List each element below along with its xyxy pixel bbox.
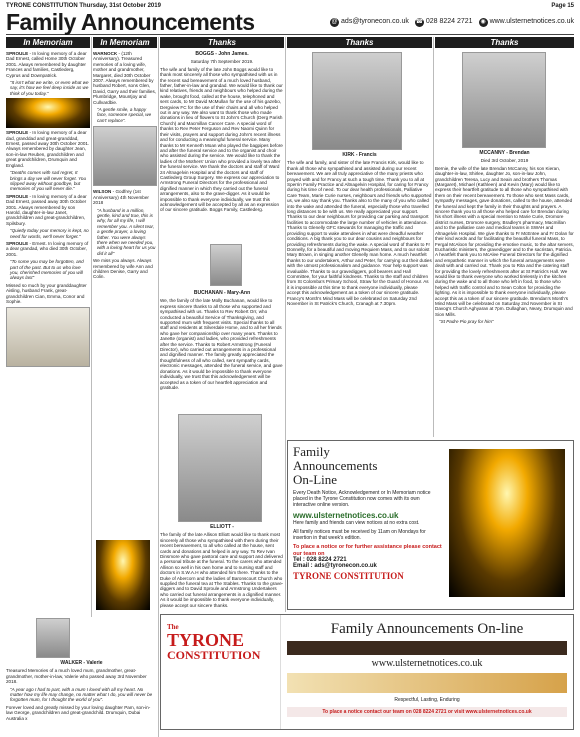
title-row (6, 11, 574, 35)
tyrone-constitution-logo: TYRONE CONSTITUTION (293, 571, 404, 581)
banner-image (287, 673, 567, 693)
kirk-portrait (312, 52, 402, 150)
section-header-thanks-1: Thanks (160, 37, 284, 48)
column-rule (433, 37, 434, 437)
online-notices-ad[interactable]: Family Announcements On-Line Every Death Notice, Acknowledgement or In Memoriam notice placed in the Tyrone Constitution now comes with its own interactive online version. www.ulsternetnotices.co.uk Here family and friends can view notices at no extra cost. All family notices must be received by 11am on Mondays for insertion in that week's edition. To place a notice or for further assistance please contact our team on Tel : 028 8224 2721 Email : ads@tyronecon.co.uk TYRONE CONSTITUTION (287, 440, 574, 610)
buchanan-portrait (210, 244, 242, 286)
notice-name: WARNOCK (93, 51, 118, 56)
notice-name: SPROULE (6, 193, 29, 199)
thanks-kirk: KIRK - Francis The wife and family, and sister of the late Francis Kirk, would like to thank all those who sympathised and assisted during our recent bereavement. We are all truly appreciative of the many priests who prayed with and for Francy at such a tough time. Thank you to all at Sperrin Family Practice and Altnagelvin Hospital, for caring for Francy during his time of need. To our dear health professionals, Palliative Care Team, Marie Curie nurses, neighbours and friends who supported us, we also say thank you. Thanks also to the many of you who called into the wake and attended the funeral, especially those who travelled long distances to be with us. We really appreciated your support. Thanks to our dear neighbours for providing car parking and transport facilities to accommodate the large number of vehicles in attendance. Thanks to Glenelly GFC stewards for managing the traffic and providing support to wake attendees in what were dreadful weather conditions. A big thank you to our dear cousins and neighbours for providing refreshments during the wake. A special word of thanks to Fr Donnelly, for a beautiful and moving Requiem Mass, and to our soloist Mary Brown, in singing another Glenelly man home. A much heartfelt thanks to our undertakers, Arthur and Peter, for carrying out their duties with the utmost professionalism and guidance. Your help support was invaluable. Thanks to our gravediggers, poll bearers and Hall Committee, for your faithful kindness. Thanks to the staff and children from St Colomba's Primary School, Straw for the Guard of Honour. As it is impossible at this time to thank everyone individually, please accept this acknowledgement as a token of our sincere gratitude. Francy's Month's Mind Mass will be celebrated on Saturday 2nd November in St Patrick's Church, Cranagh at 7.30pm. (287, 152, 432, 306)
wilson-portrait (93, 126, 157, 186)
page-number: Page 15 (551, 3, 574, 9)
elliott-portrait (178, 414, 262, 522)
logo-tyrone: TYRONE (167, 630, 245, 650)
banner-cta: To place a notice contact our team on 028 8224 2721 or visit www.ulsternetnotices.co.uk (287, 707, 567, 717)
bible-image (6, 307, 90, 367)
contact-strip (330, 18, 574, 27)
thanks-boggs: BOGGS - John James. Saturday 7th September 2019. The wife and family of the late John Boggs would like to thank most sincerely all those who sympathised with us in the recent sad bereavement of a much loved husband, father, father-in-law and grandad. We would like to thank our kind relatives, friends and neighbours who helped during the wake, brought food, called at the house, telephoned and sent cards, to Mr David McMullan for the use of his gazebo, Dergview FC for the use of their chairs and all who helped out in any way. We also want to thank those who made donations in lieu of flowers to St John's Church (Derg Parish Church) and Macmillan Cancer Care. A special word of thanks to Rev Peter Ferguson and Rev Naomi Quinn for their visits, prayers and support during John's recent illness and for conducting a meaningful funeral service. Many thanks to Mr Kenneth Moan who played the bagpipes before and after the funeral service and to the organist and choir who assisted during the service. We would like to thank the ladies of the Mothers' Union who provided a lovely tea after the funeral service. We thank the doctors and staff of Ward 24 Altnagelvin Hospital and the doctors and staff of Castlederg Group Surgery. We express our appreciation to Armstrong Funeral Directors for the professional and dignified manner in which they carried out the funeral arrangements, also to the grave-digger. As it would be impossible to thank everyone individually, we trust this acknowledgement will be accepted by all as an expression of our sincere gratitude. Boggs Family, Castlederg. (160, 51, 283, 213)
candles-image (449, 449, 565, 597)
logo-constitution: CONSTITUTION (167, 648, 261, 662)
walker-notice: WALKER - Valerie Treasured Memories of a much loved mum, grandmother, great-grandmother, mother-in-law, Valerie who passed away 3rd November 2018. "A year ago I had to part, with a mum I loved with all my heart. No matter how my life may change, no matter what I do, you will never be forgotten mum, for I thought the world of you". Forever loved and greatly missed by your loving daughter Pam, son-in-law George, grandchildren and great-grandchild. Drumquin, Dubai Australia x (6, 660, 153, 721)
thanks-buchanan: BUCHANAN - Mary-Ann We, the family of the late Molly Buchanan, would like to express sincere thanks to all those who supported and sympathised with us. Thanks to Rev Robert Orr, who conducted a beautiful Service of Thanksgiving, and supported mum with frequent visits. Special thanks to all staff and residents at Silverdale Home, and to all her friends who gave her companionship over many years. Thanks to Janette (organist) and ladies, who provided refreshments after the service. Thanks to Robert Armstrong (Funeral Director), who carried out arrangements in a professional and dignified manner. The family greatly appreciated the thoughtfulness of all who called, sent sympathy cards, electronic messages, attended the funeral service, and gave donations. As it would be impossible to thank everyone individually, we trust that this acknowledgement will be accepted as a token of our heartfelt appreciation and gratitude. (160, 290, 283, 390)
candle-image (96, 540, 150, 610)
phone-contact[interactable]: ☎ 028 8224 2721 (415, 18, 473, 25)
bottom-banner-ad[interactable]: The TYRONE CONSTITUTION Family Announcements On-line www.ulsternetnotices.co.uk Respectful, Lasting, Enduring To place a notice contact our team on 028 8224 2721 or visit www.ulsternetnotices.co.uk (160, 614, 574, 730)
website-contact[interactable]: ◉ www.ulsternetnotices.co.uk (480, 18, 574, 25)
section-header-in-memoriam-1: In Memoriam (6, 37, 90, 48)
notice-name: SPROULE (6, 240, 29, 246)
thanks-elliott: ELLIOTT - The family of the late Allison Elliott would like to thank most sincerely all those who sympathised with them during their recent bereavement, to all who called at the house, sent cards and donations and helped in any way. To Rev Ivan Dinsmore who gave pastoral care and support and delivered a personal tribute at the funeral. To the carers who attended Allison so well in his own home and to nursing staff and doctors in S.W.A.H who attended him there. Thanks to the Duke of Abercorn and the ladies of Baronscourt Church who supplied the funeral tea at The Stables. Thanks to the grave-diggers and to David Sproule and Armstrong Undertakers who carried out funeral arrangements in a dignified manner. As it would be impossible to thank everyone individually, please accept our sincere thanks. (160, 524, 284, 608)
banner-rule (287, 641, 567, 655)
banner-title: Family Announcements On-line (330, 621, 524, 637)
notice-name: SPROULE (6, 130, 29, 136)
section-header-thanks-2: Thanks (287, 37, 432, 48)
mccanny-portrait (462, 52, 546, 148)
page-title: Family Announcements (6, 9, 255, 35)
in-memoriam-column-1: SPROULE - In loving memory of a dear Dad Ernest, called Home 30th October 2001. Always remembered by daughter Frances and families, Castlederg, Cyprus and Downpatrick. "It isn't what we write, or even what we say, it's how we feel deep inside as we think of you today." SPROULE - In loving memory of a dear dad, granddad and great-granddad, Ernest, passed away 30th October 2001. Always remembered by daughter Jean, son-in-law Reuben, grandchildren and great grandchildren, Drumquin and England. "Deaths comes with sad regret, It brings a day we will never forget. You slipped away without goodbye, but memories of you will never die." SPROULE - In loving memory of a dear Dad Ernest, passed away 30th October 2001. Always remembered by son Harold, daughter-in-law Janet, grandchildren and great-grandchildren, Spilsbury. "Quietly today your memory is kept, no need for words, we'll never forget." SPROULE - Ernest. In loving memory of a dear grandad, who died 30th October, 2001. "To some you may be forgotten, and part of the past. But to us who love you, cherished memories of you will always last" Missed so much by your granddaughter Aisling, husband Frank, great-grandchildren Cian, Emma, Conor and Sophie. (6, 51, 90, 611)
notice-name: SPROULE (6, 51, 29, 56)
column-rule (158, 37, 159, 737)
paper-name: TYRONE CONSTITUTION (6, 3, 78, 9)
section-header-in-memoriam-2: In Memoriam (93, 37, 157, 48)
phone-icon: ☎ (415, 19, 424, 25)
email-icon: @ (331, 19, 338, 25)
issue-date: Thursday, 31st October 2019 (79, 3, 161, 9)
column-rule (91, 37, 92, 617)
walker-portrait (36, 618, 70, 658)
column-rule (285, 37, 286, 612)
banner-url[interactable]: www.ulsternetnotices.co.uk (371, 658, 483, 669)
notice-name: WILSON (93, 189, 112, 195)
globe-icon: ◉ (480, 19, 486, 25)
candle-image (6, 98, 90, 128)
in-memoriam-column-2: WARNOCK - (12th Anniversary). Treasured memories of a loving wife, mother and grandmother, Margaret, died 30th October 2007. Always remembered by husband Robert, sons Glen, David, Garry and their families, Plumbridge, Mountjoy and Cullvardbie. "A gentle smile, a happy face, someone special, we can't replace". WILSON - Godfrey (1st Anniversary) 4th November 2018 "A husband in a million, gentle, kind and true, this is why, for all my life, I will remember you. A silent tear, a gentle prayer, a loving father. You were always there when we needed you, with a loving heart for us you did it all" We miss you always. Always remembered by wife Ann and children Denise, Garry and Colin. (93, 51, 157, 280)
website-link[interactable]: www.ulsternetnotices.co.uk (293, 511, 399, 520)
section-header-thanks-3: Thanks (435, 37, 574, 48)
thanks-mccanny: MCCANNY - Brendan Died 3rd October, 2019 Bernie, the wife of the late Brendan McCanny, his son Kieran, daughter-in-law, Shirlee, daughter Jo, son-in-law John, grandchildren Teresa, Lucy and Seain and brothers Thomas (Margaret), Michael (Kathleen) and Kevin (Mary) would like to express their heartfelt gratitude to all those who sympathised with them on their recent bereavement. To those who sent Mass cards, sympathy messages, gave donations, called to the house, attended the funeral and kept the family in their thoughts and prayers. A sincere thank you to all those who helped care for Brendan during his short illness with a special mention to Marie Curie, Dromore district nurses, Dromore surgery, Bradley's pharmacy, Macmillan and to the palliative care and medical teams in SWAH and Altnagelvin Hospital. We give thanks to Fr McEntee and Fr Dolan for their kind words and for facilitating the beautiful funeral Mass, to Fergal McAloon for providing the emotive music, to the altar servers, Eucharistic ministers, the gravedigger and to the sacristan, Patricia. A heartfelt thank you to McAlee Funeral Directors for the dignified and empathetic manner in which the funeral arrangements were dealt with and carried out. Thank you to Rita and the catering staff for providing the lovely refreshments after at St Patrick's Hall. We would like to thank everyone who worked tirelessly in the kitchen during the wake and to all those who left in food, to those who helped with traffic control and to Sean Colton for providing the lighting. As it is impossible to thank everyone individually, please accept this as a token of our sincere gratitude. Brendan's Month's Mind Mass will be celebrated on Saturday 2nd November in St Davog's Church Aghyaran at 7pm. Dullaghan, Neary, Drumquin and Sion Mills. "St Padre Pio pray for him" (435, 150, 574, 325)
email-contact[interactable]: @ ads@tyronecon.co.uk (331, 18, 409, 25)
